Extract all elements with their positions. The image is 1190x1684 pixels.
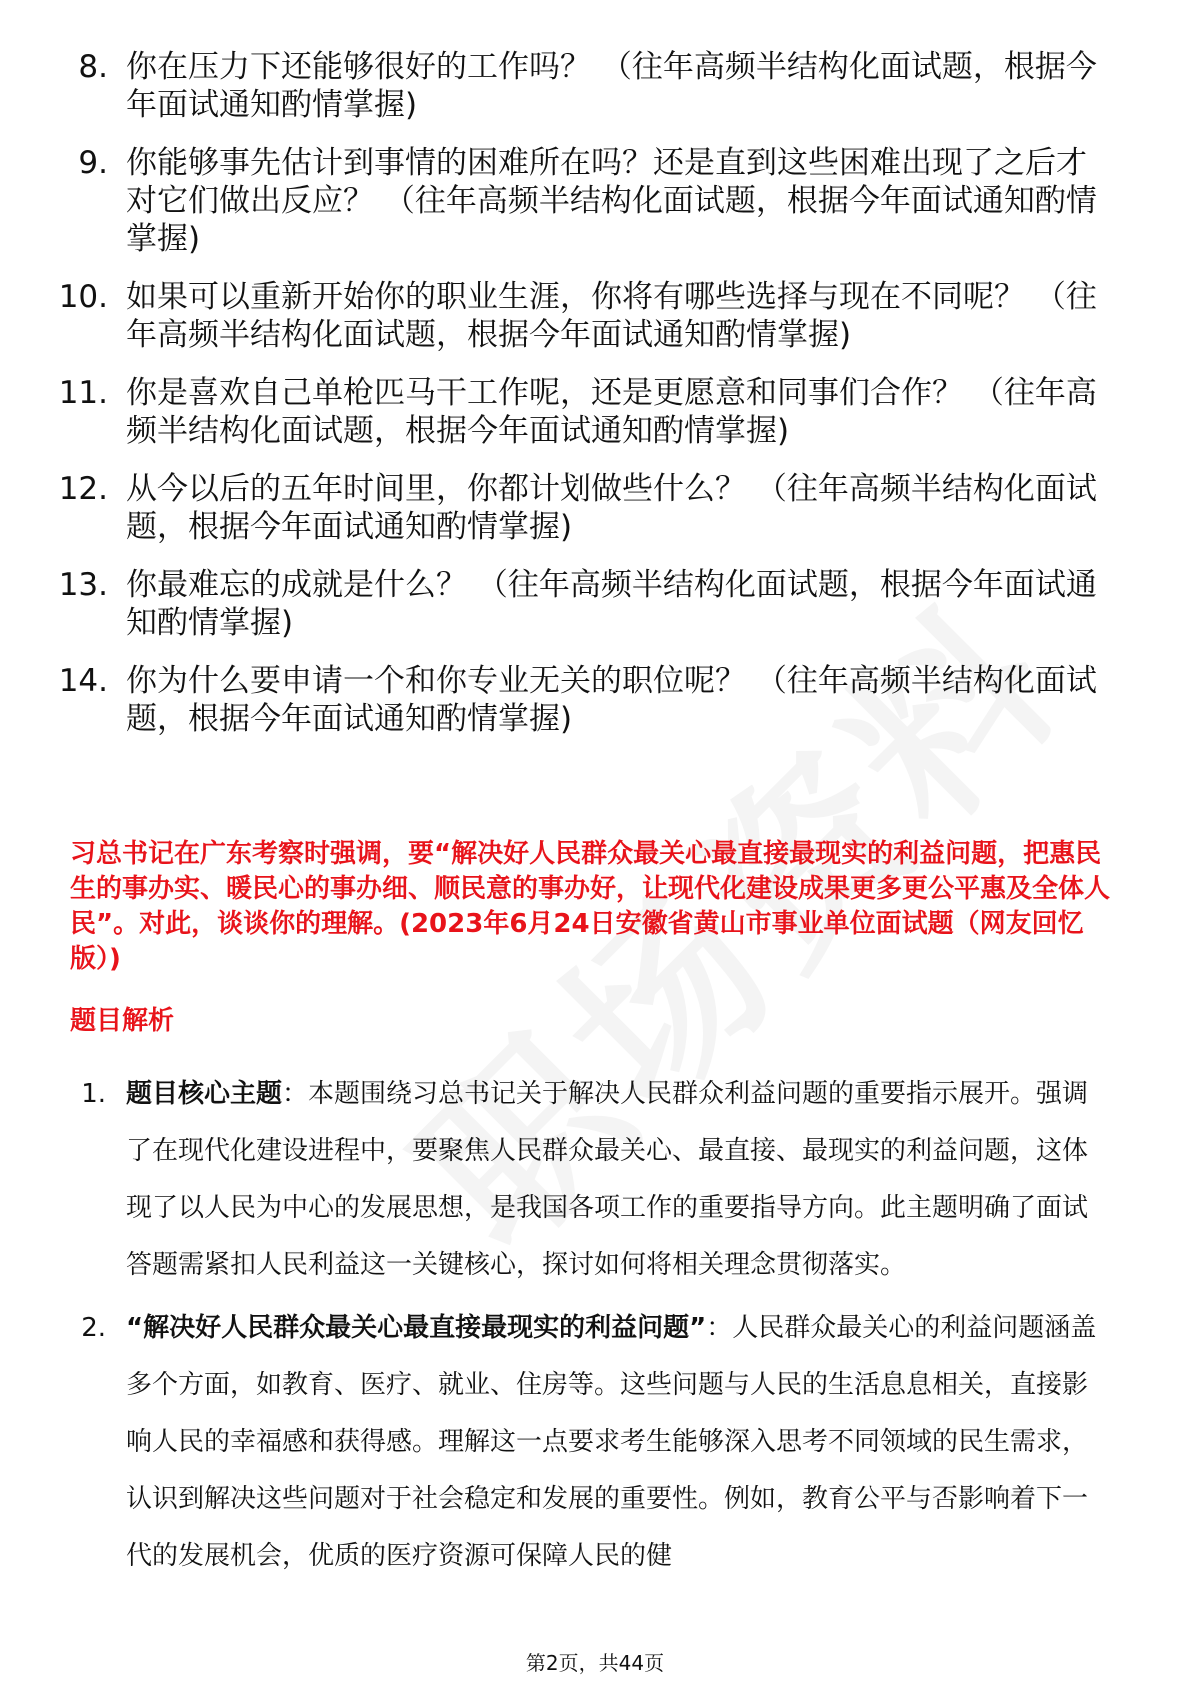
question-text: 你在压力下还能够很好的工作吗？ （往年高频半结构化面试题，根据今年面试通知酌情掌握) [126,49,1097,123]
question-item [0,144,1190,258]
question-text: 你最难忘的成就是什么？ （往年高频半结构化面试题，根据今年面试通知酌情掌握) [126,567,1097,641]
analysis-number: 2. [81,1313,106,1343]
analysis-number: 1. [81,1079,106,1109]
analysis-body: 本题围绕习总书记关于解决人民群众利益问题的重要指示展开。强调了在现代化建设进程中，要聚焦人民群众最关心、最直接、最现实的利益问题，这体现了以人民为中心的发展思想，是我国各项工作的重要指导方向。此主题明确了面试答题需紧扣人民利益这一关键核心，探讨如何将相关理念贯彻落实。 [126,1079,1089,1280]
question-item [0,278,1190,354]
question-number: 10. [58,279,108,315]
analysis-item [0,1300,1190,1585]
question-text: 你能够事先估计到事情的困难所在吗？还是直到这些困难出现了之后才对它们做出反应？ （往年高频半结构化面试题，根据今年面试通知酌情掌握) [126,145,1097,257]
analysis-item [0,1066,1190,1294]
analysis-heading: 题目核心主题 [126,1079,283,1109]
section-title: 题目解析 [70,1006,175,1036]
question-text: 从今以后的五年时间里，你都计划做些什么？ （往年高频半结构化面试题，根据今年面试通知酌情掌握) [126,471,1097,545]
question-text: 你为什么要申请一个和你专业无关的职位呢？ （往年高频半结构化面试题，根据今年面试通知酌情掌握) [126,663,1097,737]
question-item [0,48,1190,124]
question-text: 如果可以重新开始你的职业生涯，你将有哪些选择与现在不同呢？ （往年高频半结构化面试题，根据今年面试通知酌情掌握) [126,279,1097,353]
question-text: 你是喜欢自己单枪匹马干工作呢，还是更愿意和同事们合作？ （往年高频半结构化面试题，根据今年面试通知酌情掌握) [126,375,1097,449]
analysis-list [0,1066,1190,1591]
analysis-body: 人民群众最关心的利益问题涵盖多个方面，如教育、医疗、就业、住房等。这些问题与人民的生活息息相关，直接影响人民的幸福感和获得感。理解这一点要求考生能够深入思考不同领域的民生需求，认识到解决这些问题对于社会稳定和发展的重要性。例如，教育公平与否影响着下一代的发展机会，优质的医疗资源可保障人民的健 [126,1313,1097,1571]
page-footer: 第2页，共44页 [525,1651,665,1675]
question-item [0,470,1190,546]
question-number: 8. [78,49,108,85]
question-number: 9. [78,145,108,181]
analysis-separator: ： [282,1079,309,1109]
question-item [0,374,1190,450]
question-item [0,662,1190,738]
question-number: 11. [58,375,108,411]
question-list [0,48,1190,758]
question-number: 12. [58,471,108,507]
question-item [0,566,1190,642]
question-number: 13. [58,567,108,603]
highlight-question: 习总书记在广东考察时强调，要“解决好人民群众最关心最直接最现实的利益问题，把惠民生的事办实、暖民心的事办细、顺民意的事办好，让现代化建设成果更多更公平惠及全体人民”。对此，谈谈你的理解。(2023年6月24日安徽省黄山市事业单位面试题（网友回忆版）) [70,839,1111,974]
analysis-separator: ： [706,1313,733,1343]
question-number: 14. [58,663,108,699]
analysis-heading: “解决好人民群众最关心最直接最现实的利益问题” [126,1313,707,1343]
